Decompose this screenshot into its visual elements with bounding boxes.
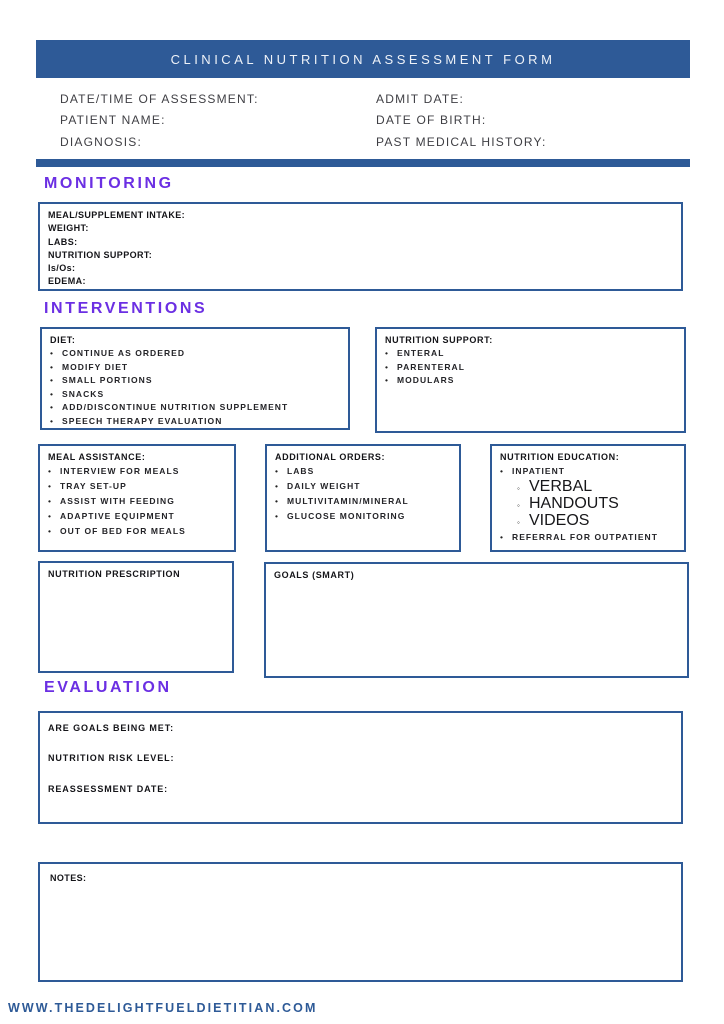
form-title: CLINICAL NUTRITION ASSESSMENT FORM: [170, 51, 556, 67]
bullet-icon: •: [385, 361, 388, 372]
list-item: • DAILY WEIGHT: [275, 479, 451, 494]
field-label-meal-supplement-intake: MEAL/SUPPLEMENT INTAKE:: [48, 210, 186, 220]
list-item: • MODULARS: [385, 374, 676, 388]
meal-assistance-box: [38, 444, 236, 552]
field-label-nutrition-risk-level: NUTRITION RISK LEVEL:: [48, 753, 175, 764]
bullet-icon: •: [48, 526, 51, 536]
diet-label: DIET:: [50, 335, 76, 345]
bullet-icon: •: [50, 348, 53, 358]
bullet-icon: •: [275, 511, 278, 521]
bullet-icon: •: [50, 361, 53, 372]
list-item: • ENTERAL: [385, 347, 676, 361]
field-label-is-os: Is/Os:: [48, 263, 76, 274]
field-label-labs: LABS:: [48, 236, 78, 247]
evaluation-box: [38, 711, 683, 824]
nutrition-education-label: NUTRITION EDUCATION:: [500, 452, 620, 462]
list-item: • SNACKS: [50, 388, 340, 402]
website-footer: WWW.THEDELIGHTFUELDIETITIAN.COM: [8, 1001, 318, 1015]
list-item: • INTERVIEW FOR MEALS: [48, 464, 226, 479]
list-item: • OUT OF BED FOR MEALS: [48, 524, 226, 539]
bullet-icon: •: [385, 375, 388, 386]
list-item: • INPATIENT: [500, 464, 676, 479]
additional-orders-label: ADDITIONAL ORDERS:: [275, 452, 386, 462]
field-label-nutrition-support: NUTRITION SUPPORT:: [48, 249, 153, 260]
list-item: • PARENTERAL: [385, 361, 676, 375]
nutrition-support-box: [375, 327, 686, 433]
nutrition-prescription-label: NUTRITION PRESCRIPTION: [48, 569, 181, 579]
list-item: • ADD/DISCONTINUE NUTRITION SUPPLEMENT: [50, 401, 340, 415]
list-item: ◦ VIDEOS: [517, 512, 590, 529]
bullet-icon: •: [50, 415, 53, 426]
bullet-icon: •: [50, 375, 53, 386]
field-label-patient-name: PATIENT NAME:: [60, 113, 166, 128]
nutrition-education-list: [500, 464, 676, 479]
list-item: • TRAY SET-UP: [48, 479, 226, 494]
bullet-icon: •: [48, 511, 51, 521]
sub-bullet-icon: ◦: [517, 484, 520, 493]
list-item: • SMALL PORTIONS: [50, 374, 340, 388]
list-item: • LABS: [275, 464, 451, 479]
additional-orders-box: [265, 444, 461, 552]
bullet-icon: •: [50, 402, 53, 413]
monitoring-heading: MONITORING: [44, 175, 174, 192]
field-label-date-time-of-assessment: DATE/TIME OF ASSESSMENT:: [60, 92, 259, 106]
list-item: • MODIFY DIET: [50, 361, 340, 375]
list-item: • REFERRAL FOR OUTPATIENT: [500, 530, 676, 545]
bullet-icon: •: [385, 348, 388, 358]
monitoring-box: [38, 202, 683, 291]
header-fields-right: [376, 89, 547, 153]
header-fields-left: [60, 89, 259, 153]
field-label-admit-date: ADMIT DATE:: [376, 92, 465, 106]
bullet-icon: •: [48, 481, 51, 491]
nutrition-prescription-box: [38, 561, 234, 673]
field-label-are-goals-being-met: ARE GOALS BEING MET:: [48, 723, 175, 733]
nutrition-support-label: NUTRITION SUPPORT:: [385, 335, 493, 345]
field-label-edema: EDEMA:: [48, 276, 86, 287]
nutrition-support-list: [385, 347, 676, 388]
field-label-diagnosis: DIAGNOSIS:: [60, 134, 143, 149]
list-item: ◦ VERBAL: [517, 478, 593, 495]
list-item: • ADAPTIVE EQUIPMENT: [48, 509, 226, 524]
goals-smart-label: GOALS (SMART): [274, 570, 355, 580]
bullet-icon: •: [275, 466, 278, 476]
sub-bullet-icon: ◦: [517, 501, 520, 510]
section-divider-bar: [36, 159, 690, 167]
field-label-reassessment-date: REASSESSMENT DATE:: [48, 783, 169, 794]
nutrition-education-list-cont: [500, 530, 676, 545]
diet-list: [50, 347, 340, 429]
additional-orders-list: [275, 464, 451, 524]
notes-label: NOTES:: [50, 873, 87, 883]
bullet-icon: •: [275, 481, 278, 491]
inpatient-sublist: [500, 479, 676, 530]
bullet-icon: •: [500, 466, 503, 476]
interventions-heading: INTERVENTIONS: [44, 300, 208, 317]
form-title-bar: [36, 40, 690, 78]
evaluation-heading: EVALUATION: [44, 679, 172, 696]
meal-assistance-label: MEAL ASSISTANCE:: [48, 452, 146, 462]
list-item: • GLUCOSE MONITORING: [275, 509, 451, 524]
meal-assistance-list: [48, 464, 226, 539]
bullet-icon: •: [48, 496, 51, 506]
bullet-icon: •: [50, 388, 53, 399]
list-item: ◦ HANDOUTS: [517, 495, 619, 512]
nutrition-education-box: [490, 444, 686, 552]
list-item: • MULTIVITAMIN/MINERAL: [275, 494, 451, 509]
list-item: • ASSIST WITH FEEDING: [48, 494, 226, 509]
goals-smart-box: [264, 562, 689, 678]
field-label-date-of-birth: DATE OF BIRTH:: [376, 113, 487, 128]
list-item: • CONTINUE AS ORDERED: [50, 347, 340, 361]
field-label-past-medical-history: PAST MEDICAL HISTORY:: [376, 134, 547, 149]
list-item: • SPEECH THERAPY EVALUATION: [50, 415, 340, 429]
bullet-icon: •: [500, 532, 503, 542]
bullet-icon: •: [275, 496, 278, 506]
notes-box: [38, 862, 683, 982]
diet-box: [40, 327, 350, 430]
field-label-weight: WEIGHT:: [48, 223, 89, 234]
bullet-icon: •: [48, 466, 51, 476]
sub-bullet-icon: ◦: [517, 518, 520, 527]
